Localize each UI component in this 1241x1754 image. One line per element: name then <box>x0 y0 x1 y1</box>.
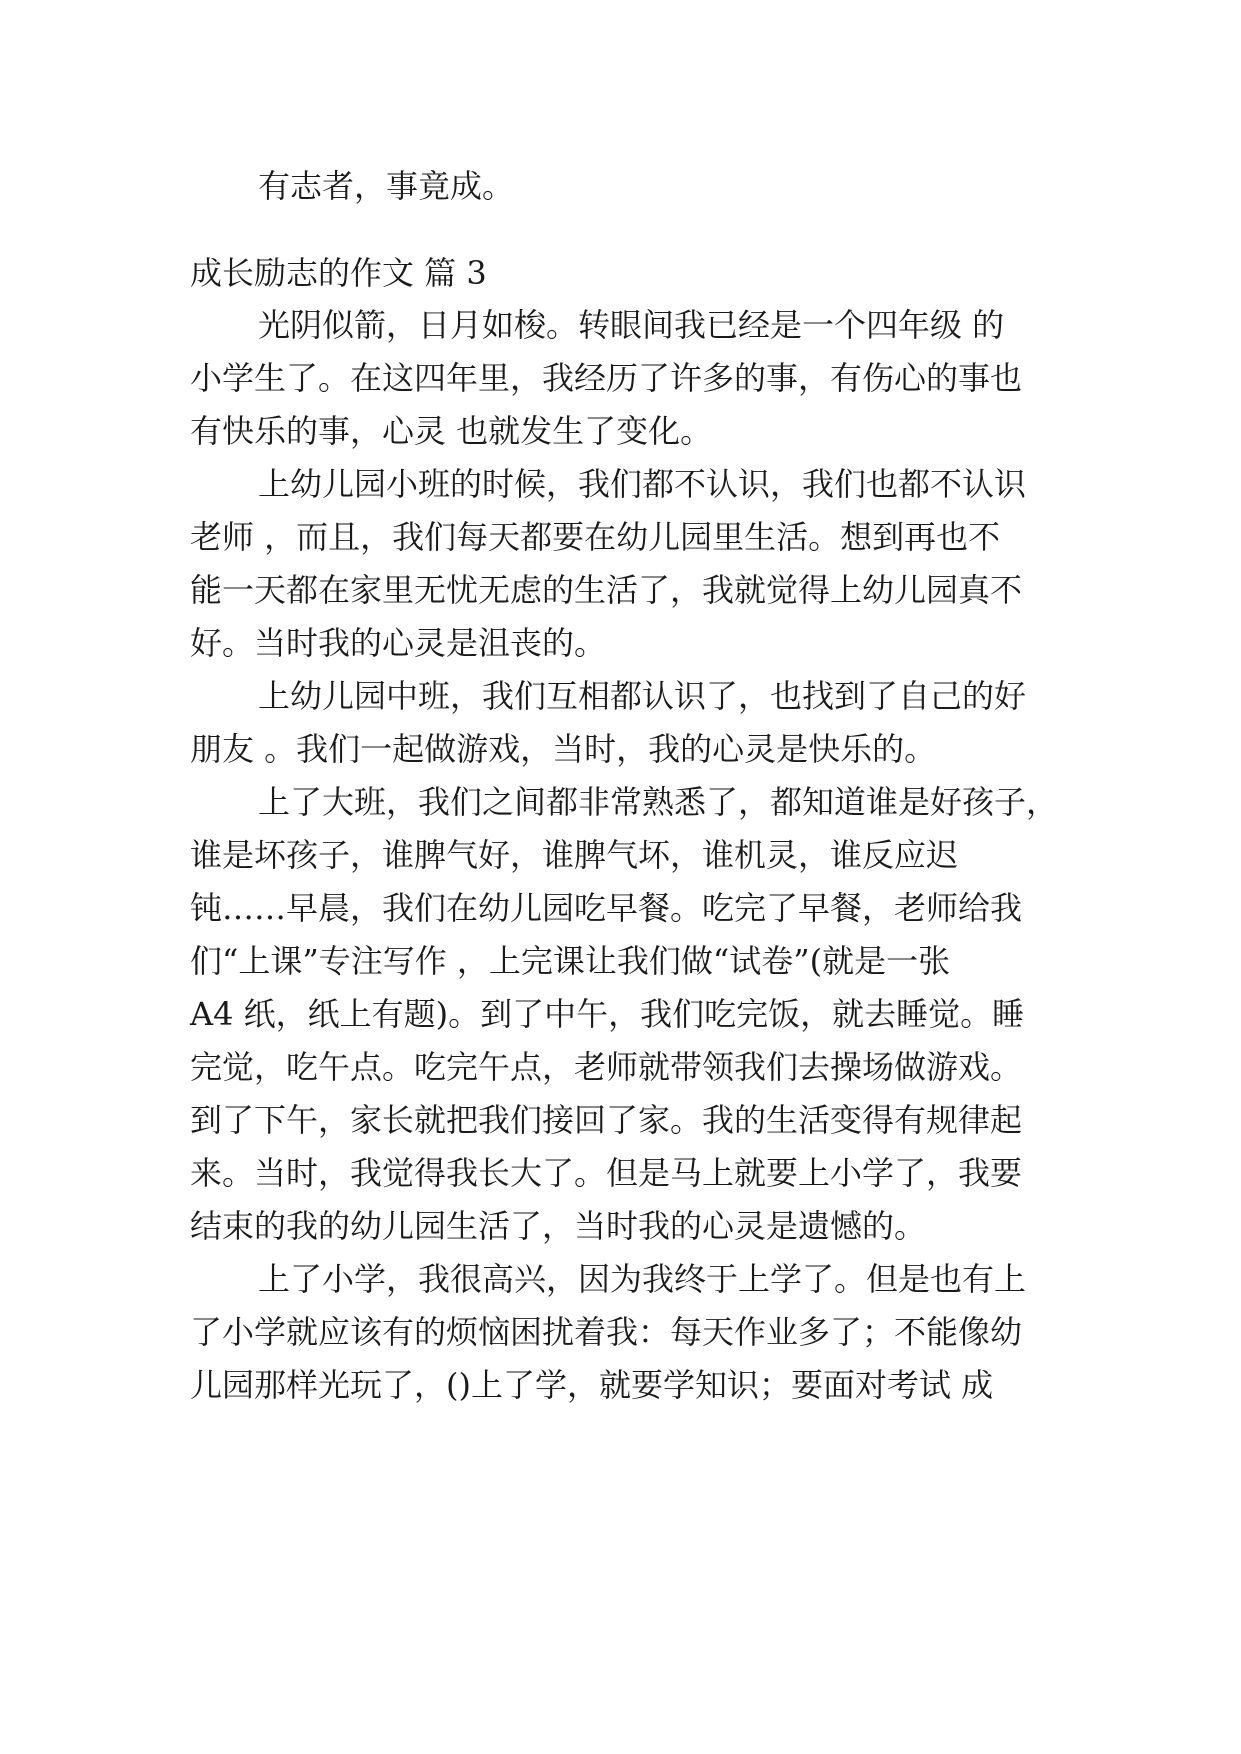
text-line: 上了大班，我们之间都非常熟悉了，都知道谁是好孩子， <box>258 783 1059 821</box>
text-line: 到了下午，家长就把我们接回了家。我的生活变得有规律起 <box>190 1101 1023 1139</box>
text-line: 上幼儿园小班的时候，我们都不认识，我们也都不认识 <box>258 465 1027 503</box>
text-line: 好。当时我的心灵是沮丧的。 <box>190 624 607 662</box>
text-line: 完觉，吃午点。吃完午点，老师就带领我们去操场做游戏。 <box>190 1048 1023 1086</box>
text-line: 上了小学，我很高兴，因为我终于上学了。但是也有上 <box>258 1260 1027 1298</box>
text-line: 上幼儿园中班，我们互相都认识了，也找到了自己的好 <box>258 677 1027 715</box>
text-line: 有快乐的事，心灵 也就发生了变化。 <box>190 412 713 450</box>
text-line: 钝……早晨，我们在幼儿园吃早餐。吃完了早餐，老师给我 <box>190 889 1023 927</box>
text-line: 光阴似箭，日月如梭。转眼间我已经是一个四年级 的 <box>258 306 1005 344</box>
text-line: 了小学就应该有的烦恼困扰着我：每天作业多了；不能像幼 <box>190 1313 1023 1351</box>
text-line: 结束的我的幼儿园生活了，当时我的心灵是遗憾的。 <box>190 1207 927 1245</box>
text-line: 们“上课”专注写作 ，上完课让我们做“试卷”(就是一张 <box>190 942 951 980</box>
text-line: 能一天都在家里无忧无虑的生活了，我就觉得上幼儿园真不 <box>190 571 1023 609</box>
section-heading: 成长励志的作文 篇 3 <box>190 254 487 292</box>
text-line: 谁是坏孩子，谁脾气好，谁脾气坏，谁机灵，谁反应迟 <box>190 836 959 874</box>
text-line: 小学生了。在这四年里，我经历了许多的事，有伤心的事也 <box>190 359 1023 397</box>
text-line: A4 纸，纸上有题)。到了中午，我们吃完饭，就去睡觉。睡 <box>190 995 1025 1033</box>
text-line: 来。当时，我觉得我长大了。但是马上就要上小学了，我要 <box>190 1154 1023 1192</box>
text-line-closing: 有志者，事竟成。 <box>258 167 515 205</box>
text-line: 老师 ，而且，我们每天都要在幼儿园里生活。想到再也不 <box>190 518 1001 556</box>
text-line: 儿园那样光玩了，()上了学，就要学知识；要面对考试 成 <box>190 1366 994 1404</box>
text-line: 朋友 。我们一起做游戏，当时，我的心灵是快乐的。 <box>190 730 937 768</box>
